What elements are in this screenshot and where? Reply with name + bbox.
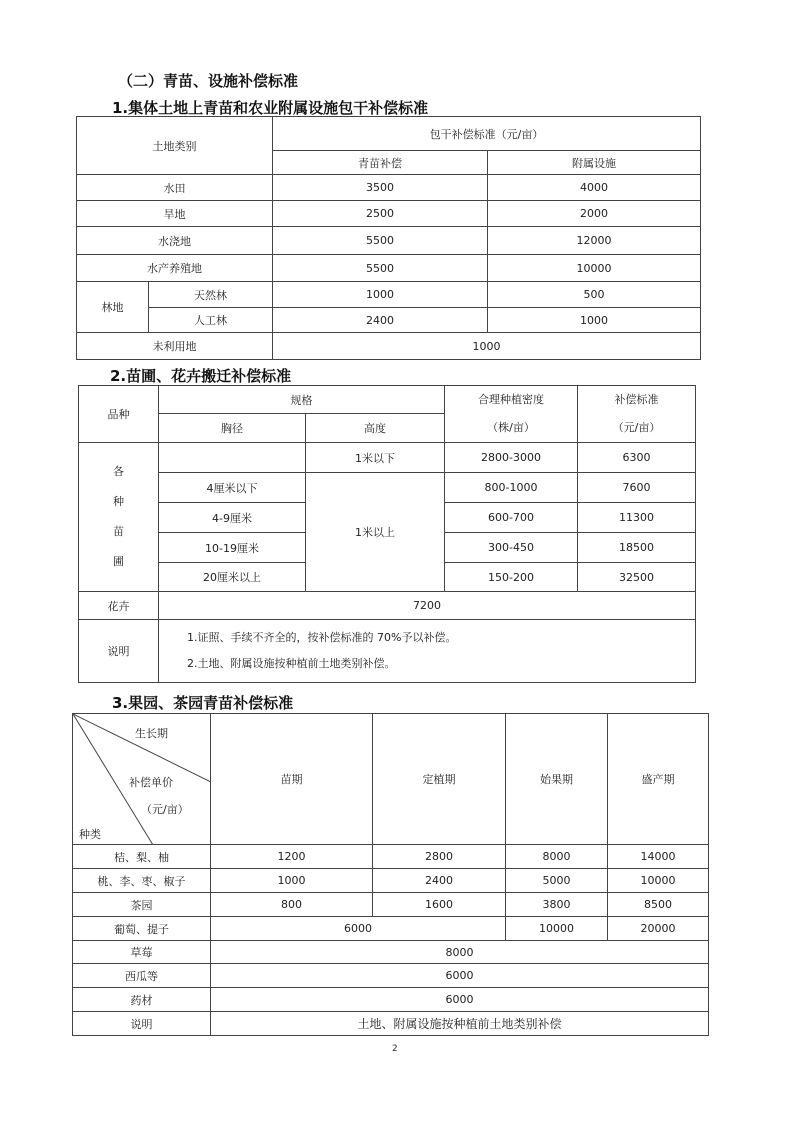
note-label: 说明 bbox=[73, 1012, 211, 1036]
land-type: 水浇地 bbox=[77, 227, 273, 255]
value: 10000 bbox=[506, 917, 608, 941]
table-row bbox=[77, 201, 701, 227]
value: 3800 bbox=[506, 893, 608, 917]
seedling-value: 2400 bbox=[273, 308, 488, 333]
table2-title: 2.苗圃、花卉搬迁补偿标准 bbox=[110, 367, 292, 385]
orchard-compensation-table bbox=[72, 713, 709, 1036]
diameter-value: 20厘米以上 bbox=[159, 563, 306, 592]
kind: 草莓 bbox=[73, 941, 211, 964]
nursery-char: 种 bbox=[113, 495, 124, 508]
table-row bbox=[73, 988, 709, 1012]
standard-value: 7600 bbox=[578, 473, 696, 503]
section-heading: （二）青苗、设施补偿标准 bbox=[118, 72, 299, 90]
table-header-row bbox=[73, 714, 709, 845]
period-planting: 定植期 bbox=[373, 714, 506, 845]
land-type: 旱地 bbox=[77, 201, 273, 227]
facility-value: 500 bbox=[488, 282, 701, 308]
land-type: 水产养殖地 bbox=[77, 255, 273, 282]
forest-type: 人工林 bbox=[149, 308, 273, 333]
period-seedling: 苗期 bbox=[211, 714, 373, 845]
header-facility: 附属设施 bbox=[488, 151, 701, 175]
standard-value: 6300 bbox=[578, 443, 696, 473]
value: 2400 bbox=[373, 869, 506, 893]
standard-value: 18500 bbox=[578, 533, 696, 563]
header-spec: 规格 bbox=[159, 386, 445, 414]
page-number: 2 bbox=[392, 1044, 398, 1054]
table-row bbox=[79, 443, 696, 473]
table-row bbox=[73, 941, 709, 964]
table-row bbox=[73, 964, 709, 988]
table-row bbox=[77, 227, 701, 255]
unused-value: 1000 bbox=[273, 333, 701, 360]
facility-value: 4000 bbox=[488, 175, 701, 201]
table-row bbox=[73, 893, 709, 917]
kind: 葡萄、提子 bbox=[73, 917, 211, 941]
header-density-unit: （株/亩） bbox=[487, 421, 535, 434]
standard-value: 32500 bbox=[578, 563, 696, 592]
value: 800 bbox=[211, 893, 373, 917]
value-merged: 8000 bbox=[211, 941, 709, 964]
kind: 西瓜等 bbox=[73, 964, 211, 988]
seedling-value: 5500 bbox=[273, 255, 488, 282]
growth-period-label: 生长期 bbox=[135, 727, 168, 740]
facility-value: 12000 bbox=[488, 227, 701, 255]
diagonal-header-cell bbox=[73, 714, 211, 845]
land-compensation-table bbox=[76, 116, 701, 360]
unit-label: （元/亩） bbox=[141, 803, 189, 816]
density-value: 800-1000 bbox=[445, 473, 578, 503]
period-early-fruit: 始果期 bbox=[506, 714, 608, 845]
value: 14000 bbox=[608, 845, 709, 869]
forest-land-label: 林地 bbox=[77, 282, 149, 333]
note-line: 2.土地、附属设施按种植前土地类别补偿。 bbox=[187, 657, 396, 670]
value: 2800 bbox=[373, 845, 506, 869]
standard-value: 11300 bbox=[578, 503, 696, 533]
table-row bbox=[73, 869, 709, 893]
note-label: 说明 bbox=[79, 620, 159, 683]
diameter-value: 10-19厘米 bbox=[159, 533, 306, 563]
value-merged: 6000 bbox=[211, 964, 709, 988]
nursery-compensation-table bbox=[78, 385, 696, 683]
table-row bbox=[73, 1012, 709, 1036]
table-row bbox=[73, 917, 709, 941]
value-merged: 6000 bbox=[211, 917, 506, 941]
table-row bbox=[77, 255, 701, 282]
density-value: 2800-3000 bbox=[445, 443, 578, 473]
value: 8500 bbox=[608, 893, 709, 917]
header-variety: 品种 bbox=[79, 386, 159, 443]
value: 5000 bbox=[506, 869, 608, 893]
forest-type: 天然林 bbox=[149, 282, 273, 308]
value: 20000 bbox=[608, 917, 709, 941]
table1-title: 1.集体土地上青苗和农业附属设施包干补偿标准 bbox=[112, 99, 429, 117]
header-height: 高度 bbox=[306, 414, 445, 443]
density-value: 300-450 bbox=[445, 533, 578, 563]
seedling-value: 2500 bbox=[273, 201, 488, 227]
density-value: 600-700 bbox=[445, 503, 578, 533]
header-seedling: 青苗补偿 bbox=[273, 151, 488, 175]
value: 1000 bbox=[211, 869, 373, 893]
diameter-value: 4厘米以下 bbox=[159, 473, 306, 503]
facility-value: 10000 bbox=[488, 255, 701, 282]
header-density-label: 合理种植密度 bbox=[478, 393, 544, 406]
table-row bbox=[79, 620, 696, 683]
facility-value: 1000 bbox=[488, 308, 701, 333]
period-peak: 盛产期 bbox=[608, 714, 709, 845]
nursery-char: 圃 bbox=[113, 555, 124, 568]
density-value: 150-200 bbox=[445, 563, 578, 592]
kind: 药材 bbox=[73, 988, 211, 1012]
nursery-char: 苗 bbox=[113, 525, 124, 538]
header-standard-unit: （元/亩） bbox=[612, 421, 661, 434]
kind: 桃、李、枣、椒子 bbox=[73, 869, 211, 893]
nursery-label bbox=[79, 443, 159, 592]
seedling-value: 3500 bbox=[273, 175, 488, 201]
height-value: 1米以上 bbox=[306, 473, 445, 592]
table-row bbox=[73, 845, 709, 869]
kind-label: 种类 bbox=[79, 828, 101, 841]
kind: 桔、梨、柚 bbox=[73, 845, 211, 869]
flower-value: 7200 bbox=[159, 592, 696, 620]
diameter-value bbox=[159, 443, 306, 473]
table-row bbox=[77, 282, 701, 308]
value: 1200 bbox=[211, 845, 373, 869]
land-type: 水田 bbox=[77, 175, 273, 201]
kind: 茶园 bbox=[73, 893, 211, 917]
header-diameter: 胸径 bbox=[159, 414, 306, 443]
seedling-value: 5500 bbox=[273, 227, 488, 255]
facility-value: 2000 bbox=[488, 201, 701, 227]
table-row bbox=[77, 333, 701, 360]
height-value: 1米以下 bbox=[306, 443, 445, 473]
value-merged: 6000 bbox=[211, 988, 709, 1012]
table-header-row bbox=[77, 117, 701, 151]
header-land-type: 土地类别 bbox=[77, 117, 273, 175]
header-density bbox=[445, 386, 578, 443]
value: 1600 bbox=[373, 893, 506, 917]
seedling-value: 1000 bbox=[273, 282, 488, 308]
diameter-value: 4-9厘米 bbox=[159, 503, 306, 533]
nursery-char: 各 bbox=[113, 465, 124, 478]
header-standard-label: 补偿标准 bbox=[614, 393, 659, 406]
table3-title: 3.果园、茶园青苗补偿标准 bbox=[112, 694, 294, 712]
header-standard bbox=[578, 386, 696, 443]
value: 10000 bbox=[608, 869, 709, 893]
table-header-row bbox=[79, 386, 696, 414]
table-row bbox=[77, 175, 701, 201]
land-type: 未利用地 bbox=[77, 333, 273, 360]
note-text: 土地、附属设施按种植前土地类别补偿 bbox=[211, 1012, 709, 1036]
table-row bbox=[77, 308, 701, 333]
flower-label: 花卉 bbox=[79, 592, 159, 620]
unit-price-label: 补偿单价 bbox=[129, 776, 173, 789]
table-row bbox=[79, 592, 696, 620]
value: 8000 bbox=[506, 845, 608, 869]
table-row bbox=[79, 473, 696, 503]
note-line: 1.证照、手续不齐全的，按补偿标准的 70%予以补偿。 bbox=[187, 631, 457, 644]
note-text bbox=[159, 620, 696, 683]
header-compensation-standard: 包干补偿标准（元/亩） bbox=[273, 117, 701, 151]
